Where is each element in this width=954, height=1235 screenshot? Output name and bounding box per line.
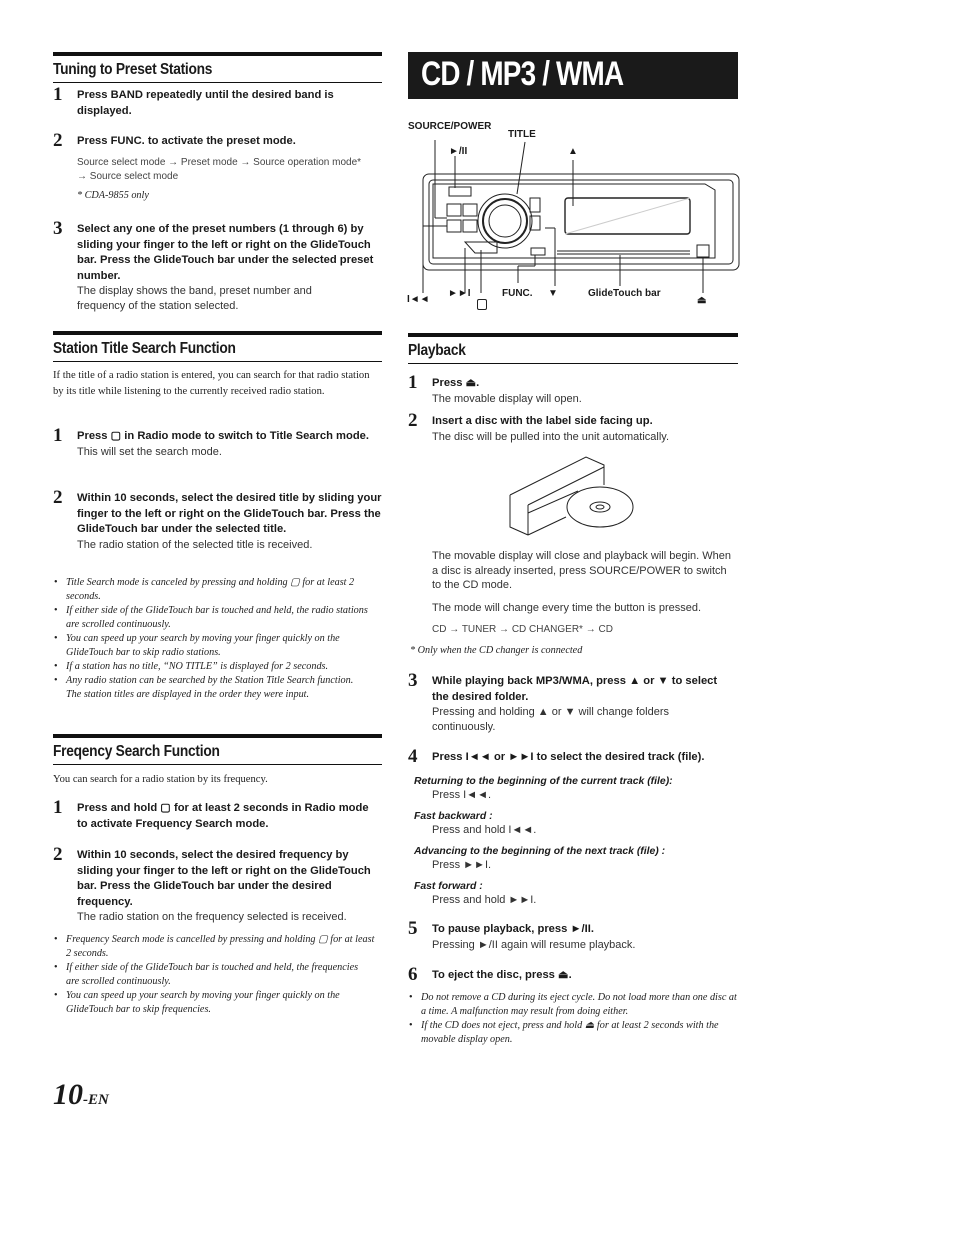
frequency-section xyxy=(53,734,382,788)
step-note: The movable display will open. xyxy=(432,392,582,405)
subheading: Fast backward : xyxy=(414,811,493,822)
playback-section xyxy=(408,333,738,364)
section-title: Playback xyxy=(408,342,466,359)
bullet-item: • If the CD does not eject, press and hold ⏏ for at least 2 seconds with the movable display open. xyxy=(409,1020,719,1045)
step-number: 5 xyxy=(408,918,418,939)
section-title: Freqency Search Function xyxy=(53,743,220,760)
prev-label: I◄◄ xyxy=(407,294,430,305)
mode-change-note: The mode will change every time the button is pressed. xyxy=(432,602,702,614)
next-label: ►►I xyxy=(448,288,471,299)
bullet-item: • If a station has no title, “NO TITLE” is displayed for 2 seconds. xyxy=(54,661,329,672)
step-1 xyxy=(53,425,382,459)
step-2 xyxy=(53,844,382,925)
step-number: 2 xyxy=(53,130,63,151)
bullet-item: • Do not remove a CD during its eject cycle. Do not load more than one disc at a time. A malfunction may result from doing either. xyxy=(409,992,737,1017)
sub-text: Press ►►I. xyxy=(432,859,492,871)
step-note: The radio station on the frequency selected is received. xyxy=(77,911,347,923)
up-label: ▲ xyxy=(568,146,578,157)
footnote: * CDA-9855 only xyxy=(77,189,149,201)
step-4 xyxy=(408,746,738,767)
step-text: While playing back MP3/WMA, press ▲ or ▼ to select the desired folder. xyxy=(432,675,718,703)
step-number: 1 xyxy=(408,372,418,393)
glidetouch-label: GlideTouch bar xyxy=(588,288,661,299)
header-title: CD / MP3 / WMA xyxy=(421,55,624,93)
step-note: Pressing and holding ▲ or ▼ will change folders continuously. xyxy=(432,706,670,733)
step-text: Insert a disc with the label side facing up. xyxy=(432,415,653,427)
step-number: 4 xyxy=(408,746,418,767)
bullet-item: • If either side of the GlideTouch bar is touched and held, the frequencies are scrolled continuously. xyxy=(54,962,359,987)
step-number: 6 xyxy=(408,964,418,985)
step-text: To eject the disc, press ⏏. xyxy=(432,969,572,981)
bullet-item: • If either side of the GlideTouch bar is touched and held, the radio stations are scrolled continuously. xyxy=(54,605,368,630)
step-note: The display shows the band, preset number and frequency of the station selected. xyxy=(77,285,312,312)
step-2 xyxy=(53,487,382,552)
step-number: 2 xyxy=(53,487,63,508)
step-1 xyxy=(53,84,382,119)
step-note: Pressing ►/II again will resume playback. xyxy=(432,938,636,951)
subheading: Fast forward : xyxy=(414,881,483,892)
mode-sequence: Source select mode → Preset mode → Source operation mode* → Source select mode xyxy=(77,156,362,182)
subheading: Returning to the beginning of the current track (file): xyxy=(414,776,673,787)
step-text: To pause playback, press ►/II. xyxy=(432,923,594,935)
bullet-item: • Title Search mode is canceled by pressing and holding ▢ for at least 2 seconds. xyxy=(54,577,355,602)
step-6 xyxy=(408,964,738,985)
step-note: This will set the search mode. xyxy=(77,445,222,458)
down-label: ▼ xyxy=(548,288,558,299)
step-3 xyxy=(53,218,382,313)
step-number: 2 xyxy=(408,410,418,431)
step-text: Press ⏏. xyxy=(432,377,480,389)
sub-text: Press and hold ►►I. xyxy=(432,894,537,906)
playback-description: The movable display will close and playback will begin. When a disc is already inserted, press SOURCE/POWER to switch to the CD mode. xyxy=(432,550,731,591)
step-3 xyxy=(408,670,738,734)
step-text: Within 10 seconds, select the desired title by sliding your finger to the left or right on the GlideTouch bar. Press the GlideTouch bar under the selected title. xyxy=(77,492,382,535)
step-note: The radio station of the selected title is received. xyxy=(77,538,313,551)
sub-text: Press and hold I◄◄. xyxy=(432,824,537,836)
disc-insertion-illustration xyxy=(508,455,648,540)
footnote: * Only when the CD changer is connected xyxy=(410,645,583,656)
sub-text: Press I◄◄. xyxy=(432,789,492,801)
bullet-item: • You can speed up your search by moving your finger quickly on the GlideTouch bar to skip radio stations. xyxy=(54,633,340,658)
step-number: 1 xyxy=(53,797,63,818)
head-unit-illustration xyxy=(405,118,740,313)
step-5 xyxy=(408,918,738,952)
eject-label: ⏏ xyxy=(697,295,707,306)
step-text: Press I◄◄ or ►►I to select the desired track (file). xyxy=(432,751,705,763)
head-unit-diagram xyxy=(405,118,740,313)
step-number: 1 xyxy=(53,84,63,105)
section-heading xyxy=(408,337,738,364)
step-1 xyxy=(53,797,382,832)
play-pause-label: ►/II xyxy=(449,146,468,157)
step-2 xyxy=(408,410,738,444)
section-heading xyxy=(53,335,382,362)
step-text: Press FUNC. to activate the preset mode. xyxy=(77,135,296,147)
bullet-item: • Frequency Search mode is cancelled by pressing and holding ▢ for at least 2 seconds. xyxy=(54,934,375,959)
section-title: Station Title Search Function xyxy=(53,340,236,357)
step-number: 3 xyxy=(53,218,63,239)
mode-cycle: CD → TUNER → CD CHANGER* → CD xyxy=(432,624,613,635)
section-heading xyxy=(53,738,382,765)
title-search-icon xyxy=(477,299,487,310)
station-title-section xyxy=(53,331,382,399)
left-column xyxy=(53,52,382,83)
source-power-label: SOURCE/POWER xyxy=(408,121,492,132)
section-title: Tuning to Preset Stations xyxy=(53,61,213,78)
func-label: FUNC. xyxy=(502,288,533,299)
step-number: 2 xyxy=(53,844,63,865)
title-label: TITLE xyxy=(508,129,536,140)
intro-text: You can search for a radio station by its frequency. xyxy=(53,774,268,785)
step-1 xyxy=(408,372,738,406)
subheading: Advancing to the beginning of the next track (file) : xyxy=(414,846,666,857)
step-text: Press and hold ▢ for at least 2 seconds in Radio mode to activate Frequency Search mode. xyxy=(77,802,369,830)
step-text: Press BAND repeatedly until the desired band is displayed. xyxy=(77,89,334,117)
step-text: Within 10 seconds, select the desired frequency by sliding your finger to the left or right on the GlideTouch bar. Press the GlideTouch bar under the desired frequency. xyxy=(77,849,371,908)
step-note: The disc will be pulled into the unit automatically. xyxy=(432,430,670,443)
section-heading xyxy=(53,56,382,83)
bullet-item: • Any radio station can be searched by the Station Title Search function. The station titles are displayed in the order they were input. xyxy=(54,675,354,700)
step-text: Select any one of the preset numbers (1 through 6) by sliding your finger to the left or right on the GlideTouch bar. Press the GlideTouch bar under the selected preset number. xyxy=(77,223,374,282)
page-header xyxy=(408,52,738,99)
step-text: Press ▢ in Radio mode to switch to Title Search mode. xyxy=(77,430,369,442)
intro-text: If the title of a radio station is entered, you can search for that radio station by its title while listening to the currently received radio station. xyxy=(53,370,370,397)
step-number: 1 xyxy=(53,425,63,446)
bullet-item: • You can speed up your search by moving your finger quickly on the GlideTouch bar to skip frequencies. xyxy=(54,990,340,1015)
step-number: 3 xyxy=(408,670,418,691)
step-2 xyxy=(53,130,382,203)
page-number: 10-EN xyxy=(53,1078,109,1111)
